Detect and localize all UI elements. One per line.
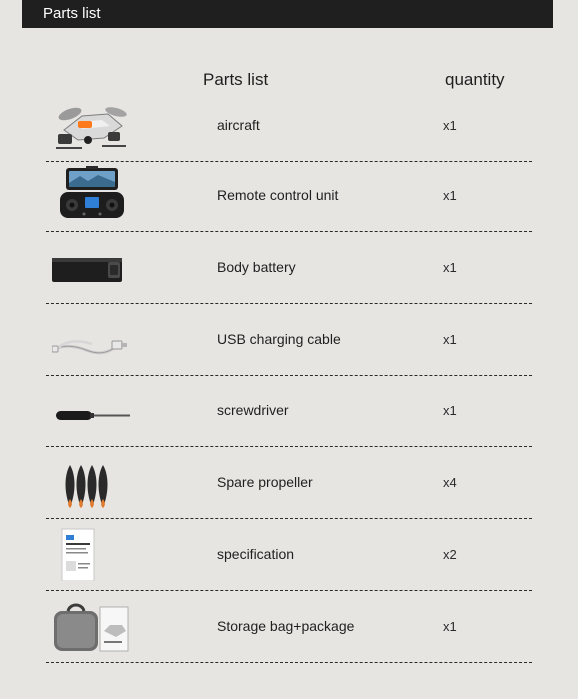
propeller-icon [52, 453, 130, 509]
quantity-column-header: quantity [445, 70, 505, 89]
list-item-remote-control [46, 160, 532, 232]
header-title: Parts list [43, 5, 101, 22]
list-item-propeller [46, 447, 532, 519]
item-name: Spare propeller [217, 474, 313, 490]
parts-column-header: Parts list [203, 70, 269, 89]
list-item-screwdriver [46, 375, 532, 447]
item-quantity: x1 [443, 118, 457, 133]
dashed-divider [46, 662, 532, 663]
list-item-aircraft [46, 90, 532, 162]
item-name: aircraft [217, 117, 260, 133]
item-name: USB charging cable [217, 331, 341, 347]
item-name: specification [217, 546, 295, 562]
list-item-usb-cable [46, 304, 532, 376]
item-quantity: x1 [443, 403, 457, 418]
screwdriver-icon [52, 381, 130, 437]
item-quantity: x1 [443, 260, 457, 275]
battery-icon [52, 238, 130, 294]
usb-cable-icon [52, 310, 130, 366]
item-quantity: x1 [443, 188, 457, 203]
list-item-storage-bag [46, 591, 532, 663]
item-quantity: x1 [443, 332, 457, 347]
item-quantity: x1 [443, 619, 457, 634]
list-item-battery [46, 232, 532, 304]
item-name: Storage bag+package [217, 618, 355, 634]
manual-icon [52, 525, 130, 581]
header-bar [22, 0, 553, 28]
item-name: Body battery [217, 259, 296, 275]
item-name: Remote control unit [217, 187, 339, 203]
item-quantity: x2 [443, 547, 457, 562]
list-item-specification [46, 519, 532, 591]
item-name: screwdriver [217, 402, 289, 418]
drone-icon [52, 96, 130, 152]
item-quantity: x4 [443, 475, 457, 490]
remote-controller-icon [52, 166, 130, 222]
storage-bag-icon [52, 597, 130, 653]
